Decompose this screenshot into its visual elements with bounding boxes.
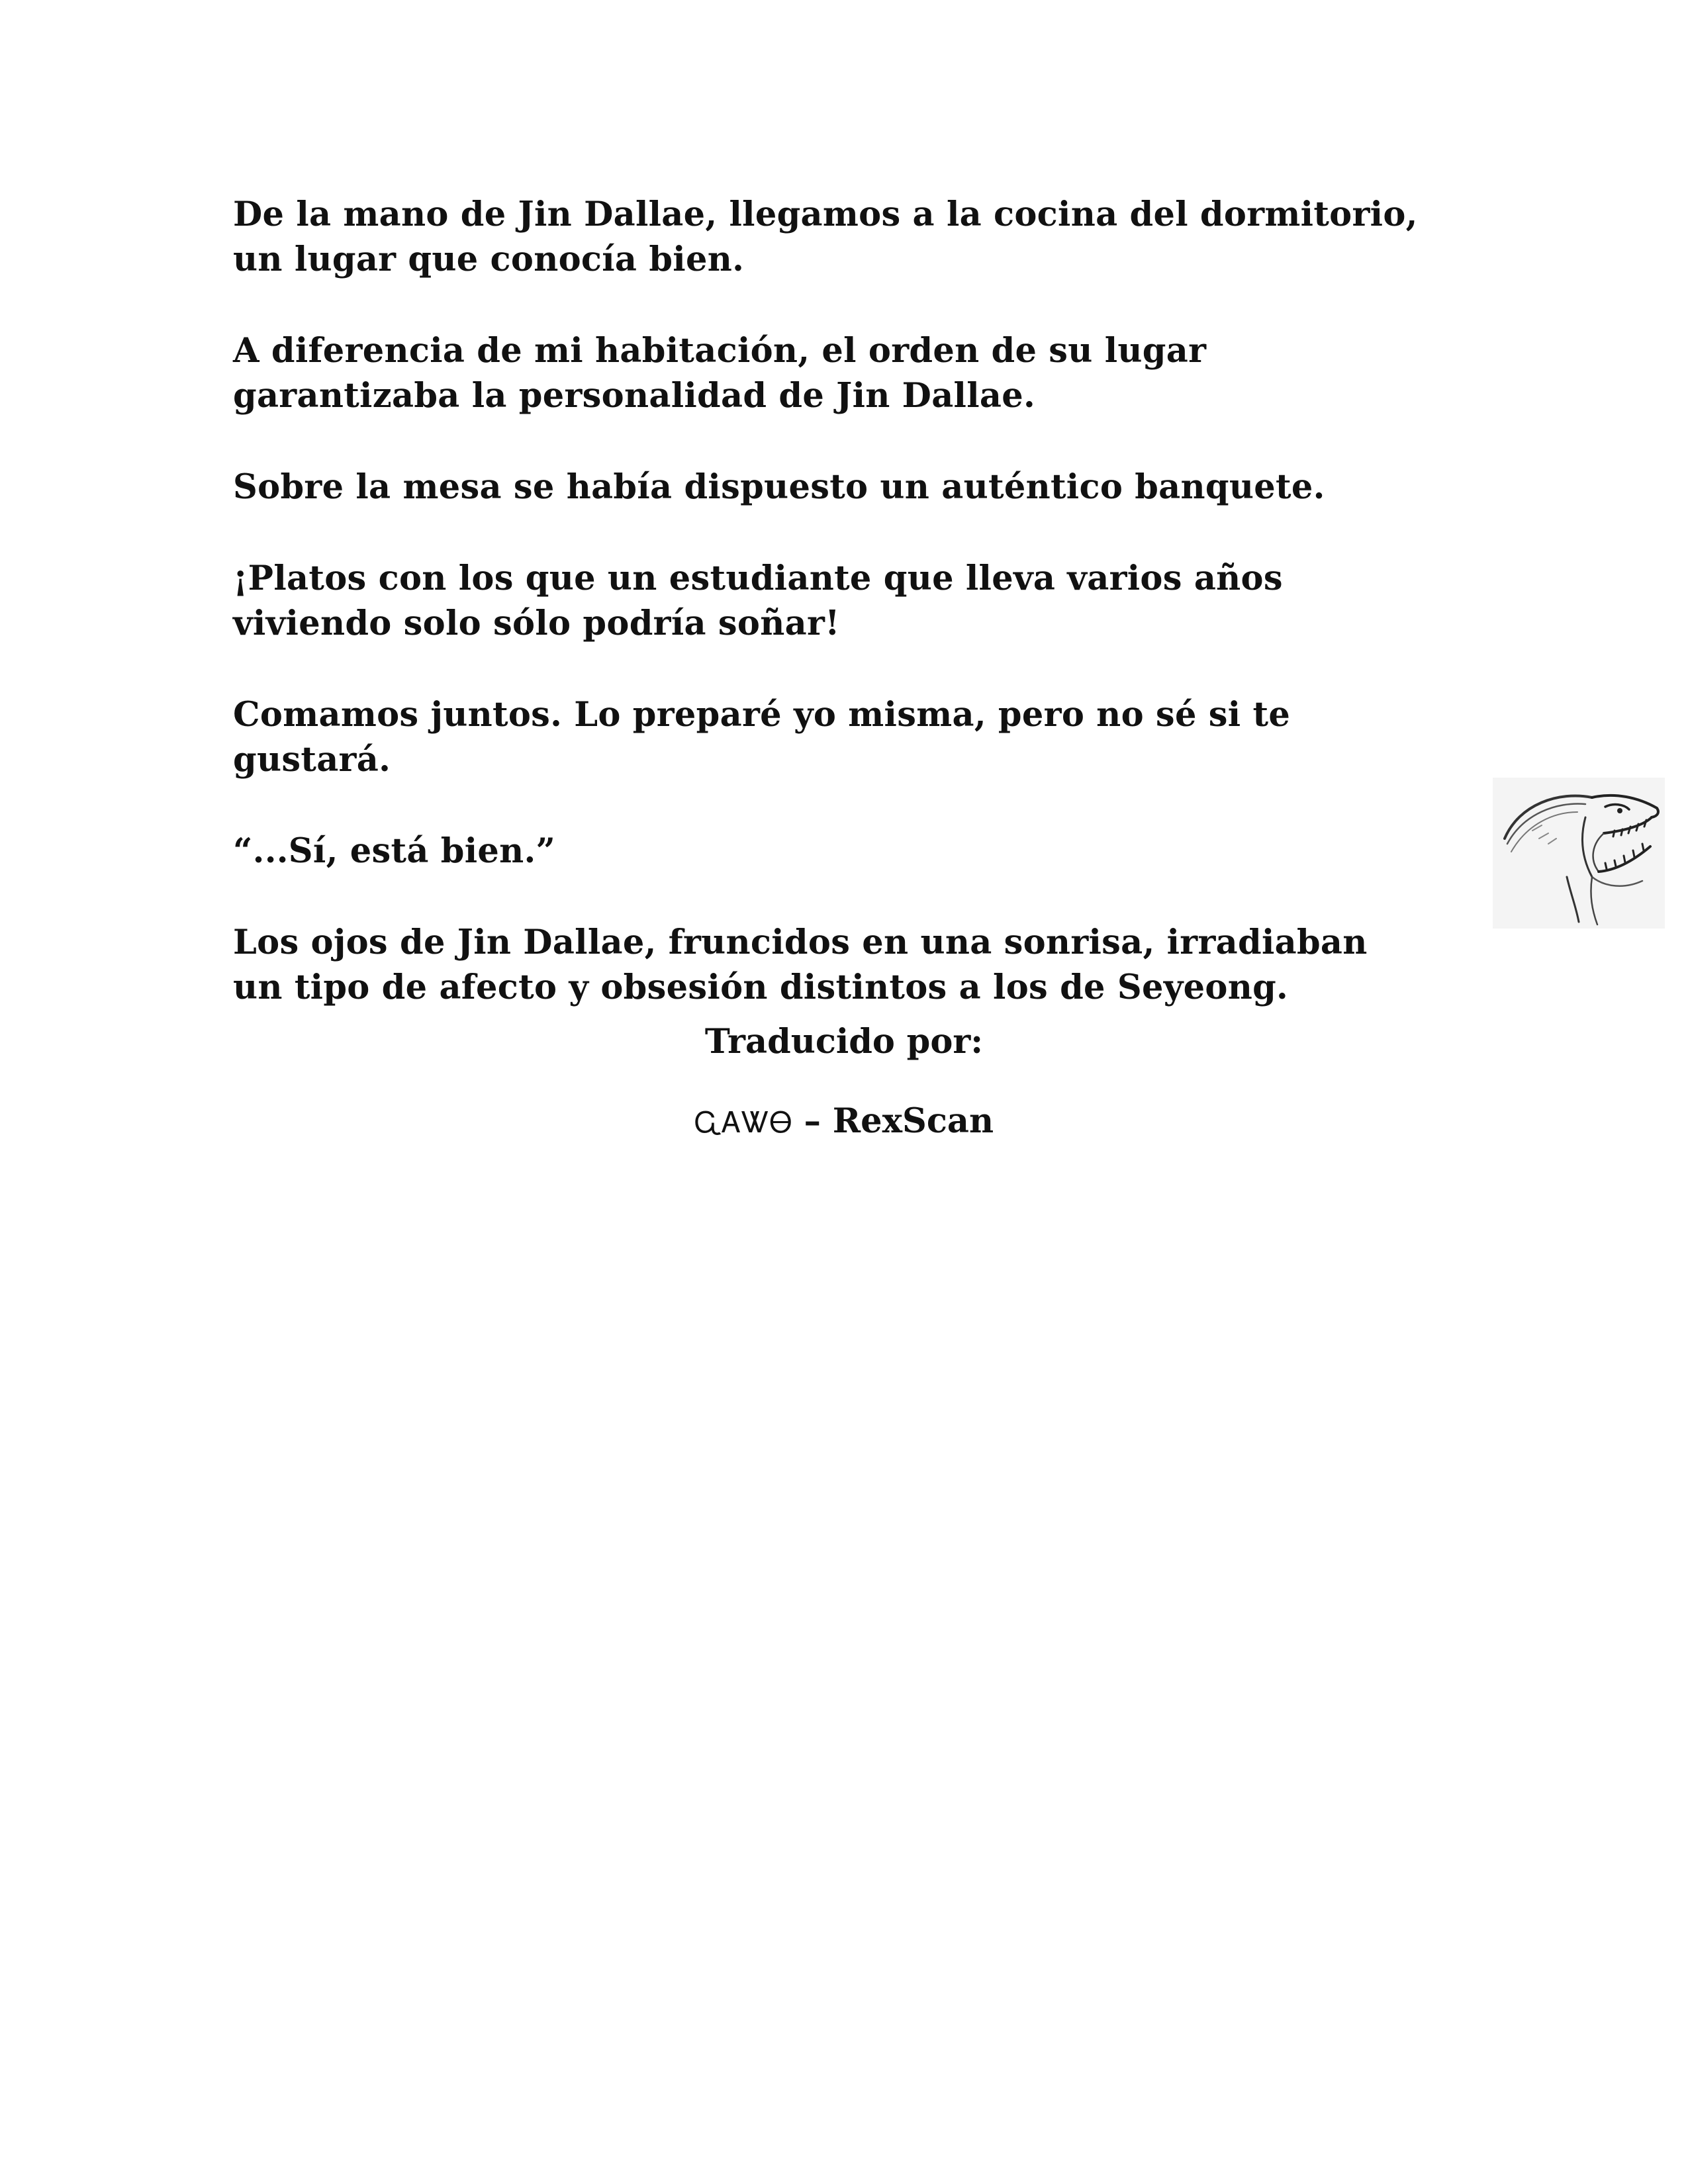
scan-group-name: RexScan [832,1101,994,1141]
paragraph-1: De la mano de Jin Dallae, llegamos a la cocina del dormitorio, un lugar que conocía bien. [233,195,1418,279]
story-text [233,192,1491,1010]
credits-label: Traducido por: [704,1022,984,1062]
dinosaur-head-icon [1493,778,1665,929]
translator-credits [0,1019,1688,1146]
credits-separator: – [792,1101,833,1141]
paragraph-4: ¡Platos con los que un estudiante que lleva varios años viviendo solo sólo podría soñar! [233,559,1283,643]
paragraph-3: Sobre la mesa se había dispuesto un auténtico banquete. [233,467,1325,507]
paragraph-6: “...Sí, está bien.” [233,831,556,871]
paragraph-2: A diferencia de mi habitación, el orden de su lugar garantizaba la personalidad de Jin Dallae. [233,331,1207,416]
credits-line [0,1099,1688,1146]
translator-name: ᏩᎪᏔᎾ [694,1106,792,1140]
paragraph-7: Los ojos de Jin Dallae, fruncidos en una sonrisa, irradiaban un tipo de afecto y obsesión distintos a los de Seyeong. [233,923,1368,1007]
paragraph-5: Comamos juntos. Lo preparé yo misma, pero no sé si te gustará. [233,695,1291,780]
